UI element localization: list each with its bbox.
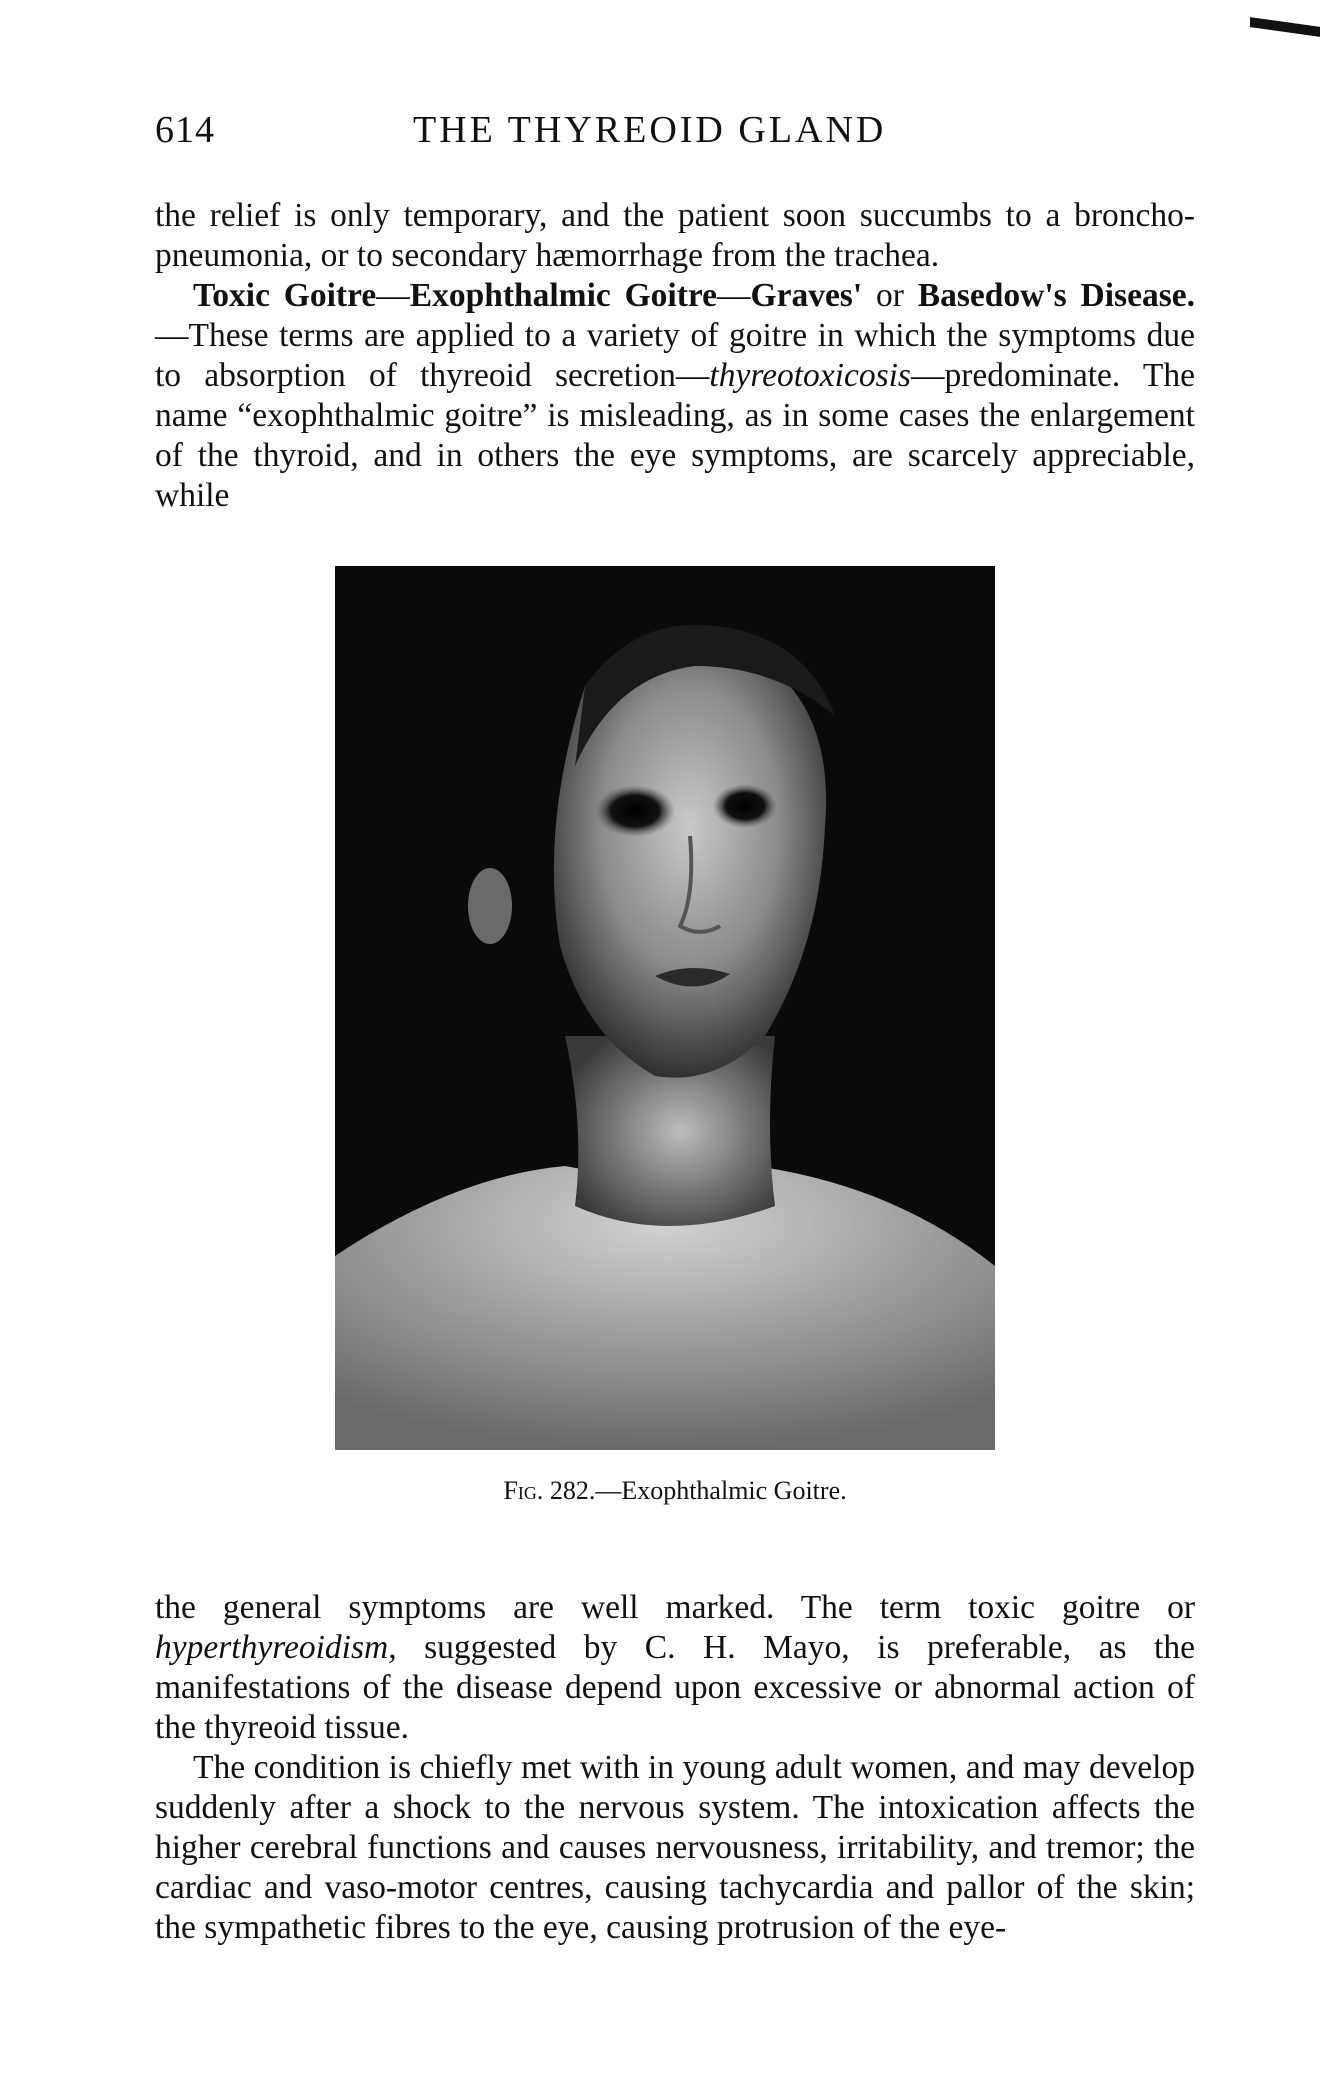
heading-or: or bbox=[862, 277, 918, 314]
running-title: THE THYREOID GLAND bbox=[413, 109, 887, 151]
left-eye bbox=[595, 785, 675, 837]
figure-label: Fig. 282. bbox=[503, 1476, 596, 1505]
portrait-photo bbox=[335, 566, 995, 1450]
heading-graves: Graves' bbox=[750, 277, 863, 314]
heading-dash: — bbox=[717, 277, 751, 314]
page-number: 614 bbox=[155, 109, 215, 151]
running-head bbox=[155, 108, 1195, 158]
ear bbox=[468, 868, 512, 944]
text-block-top bbox=[155, 196, 1195, 516]
paragraph-1: the relief is only temporary, and the patient soon succumbs to a broncho-pneumonia, or to secondary hæmorrhage from the trachea. bbox=[155, 197, 1195, 274]
paragraph-3-text: the general symptoms are well marked. The term toxic goitre or bbox=[155, 1589, 1195, 1626]
text-block-bottom bbox=[155, 1588, 1195, 1948]
heading-basedows-disease: Basedow's Disease. bbox=[917, 277, 1195, 314]
heading-dash: — bbox=[376, 277, 410, 314]
figure-caption-text: —Exophthalmic Goitre. bbox=[595, 1476, 847, 1505]
term-hyperthyreoidism: hyperthyreoidism, bbox=[155, 1629, 397, 1666]
paragraph-2-text: —predominate. The name “exophthalmic goitre” is misleading, as in some cases the enlargement of the thyroid, and in others the eye symptoms, are scarcely appreciable, while bbox=[155, 357, 1195, 514]
paragraph-2 bbox=[155, 276, 1195, 516]
paragraph-3-text: suggested by C. H. Mayo, is preferable, as the manifestations of the disease depend upon excessive or abnormal action of the thyreoid tissue. bbox=[155, 1629, 1195, 1746]
heading-toxic-goitre: Toxic Goitre bbox=[193, 277, 377, 314]
figure-caption bbox=[155, 1476, 1195, 1506]
corner-mark bbox=[1250, 17, 1320, 37]
term-thyreotoxicosis: thyreotoxicosis bbox=[709, 357, 911, 394]
paragraph-3 bbox=[155, 1588, 1195, 1748]
figure-photograph bbox=[335, 566, 995, 1450]
paragraph-2-text: —These terms are applied to a variety of goitre in which the symptoms due to absorption of thyreoid secretion— bbox=[155, 317, 1195, 394]
right-eye bbox=[713, 784, 777, 828]
paragraph-4: The condition is chiefly met with in young adult women, and may develop suddenly after a shock to the nervous system. The intoxication affects the higher cerebral functions and causes nervousness, irritability, and tremor; the cardiac and vaso-motor centres, causing tachycardia and pallor of the skin; the sympathetic fibres to the eye, causing protrusion of the eye- bbox=[155, 1749, 1195, 1946]
heading-exophthalmic-goitre: Exophthalmic Goitre bbox=[409, 277, 718, 314]
